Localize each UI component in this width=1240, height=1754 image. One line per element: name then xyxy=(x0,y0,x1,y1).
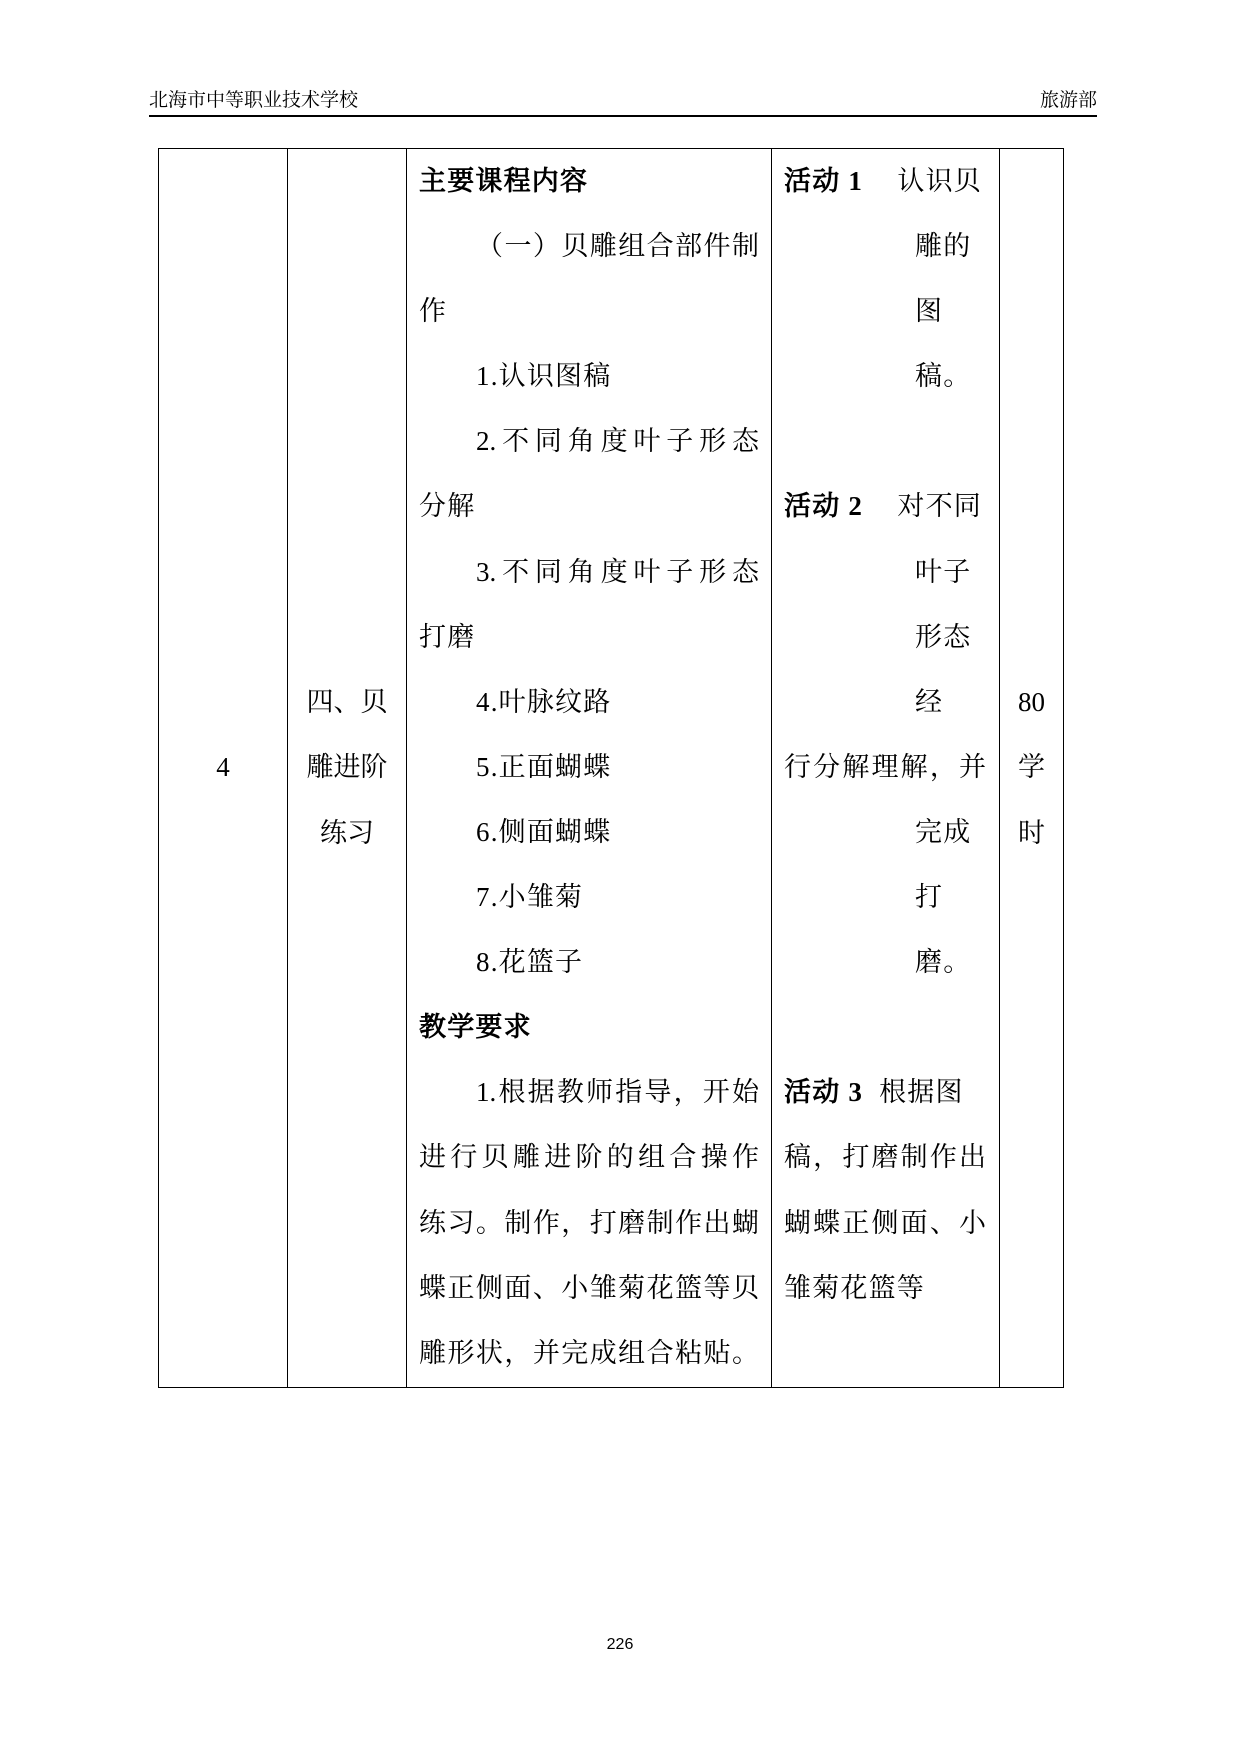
activity-line: 稿。 xyxy=(915,361,972,392)
activity-1-first-line xyxy=(784,149,986,214)
blank-line xyxy=(784,995,986,1060)
page-number: 226 xyxy=(606,1636,634,1653)
activity-line: 完成 xyxy=(915,816,972,847)
header-rule xyxy=(149,115,1097,117)
unit-name-line: 雕进阶 xyxy=(306,752,388,783)
activity-line: 行分解理解，并 xyxy=(784,751,986,782)
course-content-cell xyxy=(406,148,771,1388)
row-number: 4 xyxy=(216,752,230,783)
department-name: 旅游部 xyxy=(1039,90,1097,111)
activity-line: 磨。 xyxy=(915,947,972,978)
hours-unit-line: 时 xyxy=(1018,817,1045,848)
requirements-line: 练习。制作，打磨制作出蝴 xyxy=(419,1207,759,1238)
requirements-line: 1.根据教师指导，开始 xyxy=(476,1077,759,1108)
activity-line: 经 xyxy=(915,686,944,717)
content-line: （一）贝雕组合部件制 xyxy=(476,231,759,262)
content-line: 5.正面蝴蝶 xyxy=(476,751,612,782)
school-name: 北海市中等职业技术学校 xyxy=(149,90,359,111)
content-line: 8.花篮子 xyxy=(476,947,584,978)
activity-3-first-line xyxy=(784,1060,986,1125)
hours-unit-line: 学 xyxy=(1018,752,1045,783)
content-line: 2.不同角度叶子形态 xyxy=(476,426,759,457)
requirements-line: 雕形状，并完成组合粘贴。 xyxy=(419,1337,759,1368)
hours-cell xyxy=(999,148,1064,1388)
curriculum-table xyxy=(158,148,1064,1388)
activity-line: 雕的 xyxy=(915,231,972,262)
activity-label: 活动 2 xyxy=(784,491,864,522)
content-line: 作 xyxy=(419,296,448,327)
requirements-heading: 教学要求 xyxy=(419,1012,532,1043)
content-line: 4.叶脉纹路 xyxy=(476,686,612,717)
activity-text: 对不同 xyxy=(897,491,982,522)
activity-line: 稿，打磨制作出 xyxy=(784,1142,986,1173)
activities-cell xyxy=(771,148,999,1388)
content-line: 1.认识图稿 xyxy=(476,361,612,392)
hours-value: 80 xyxy=(1018,687,1045,718)
blank-line xyxy=(784,409,986,474)
activity-line: 图 xyxy=(915,296,944,327)
content-line: 6.侧面蝴蝶 xyxy=(476,816,612,847)
activity-line: 形态 xyxy=(915,621,972,652)
content-line: 7.小雏菊 xyxy=(476,882,584,913)
activity-line: 雏菊花篮等 xyxy=(784,1272,925,1303)
content-line: 分解 xyxy=(419,491,476,522)
content-heading: 主要课程内容 xyxy=(419,166,589,196)
activity-line: 叶子 xyxy=(915,556,972,587)
content-line: 打磨 xyxy=(419,621,476,652)
activity-label: 活动 3 xyxy=(784,1077,864,1108)
requirements-line: 进行贝雕进阶的组合操作 xyxy=(419,1142,759,1173)
page-header xyxy=(149,88,1097,114)
activity-text: 根据图 xyxy=(879,1077,964,1108)
requirements-line: 蝶正侧面、小雏菊花篮等贝 xyxy=(419,1272,759,1303)
activity-line: 蝴蝶正侧面、小 xyxy=(784,1207,986,1238)
row-number-cell xyxy=(158,148,287,1388)
content-line: 3.不同角度叶子形态 xyxy=(476,556,759,587)
unit-name-cell xyxy=(287,148,406,1388)
activity-text: 认识贝 xyxy=(897,166,982,196)
activity-label: 活动 1 xyxy=(784,166,864,196)
activity-2-first-line xyxy=(784,474,986,539)
activity-line: 打 xyxy=(915,882,944,913)
unit-name-line: 练习 xyxy=(320,817,374,848)
unit-name-line: 四、贝 xyxy=(306,687,388,718)
